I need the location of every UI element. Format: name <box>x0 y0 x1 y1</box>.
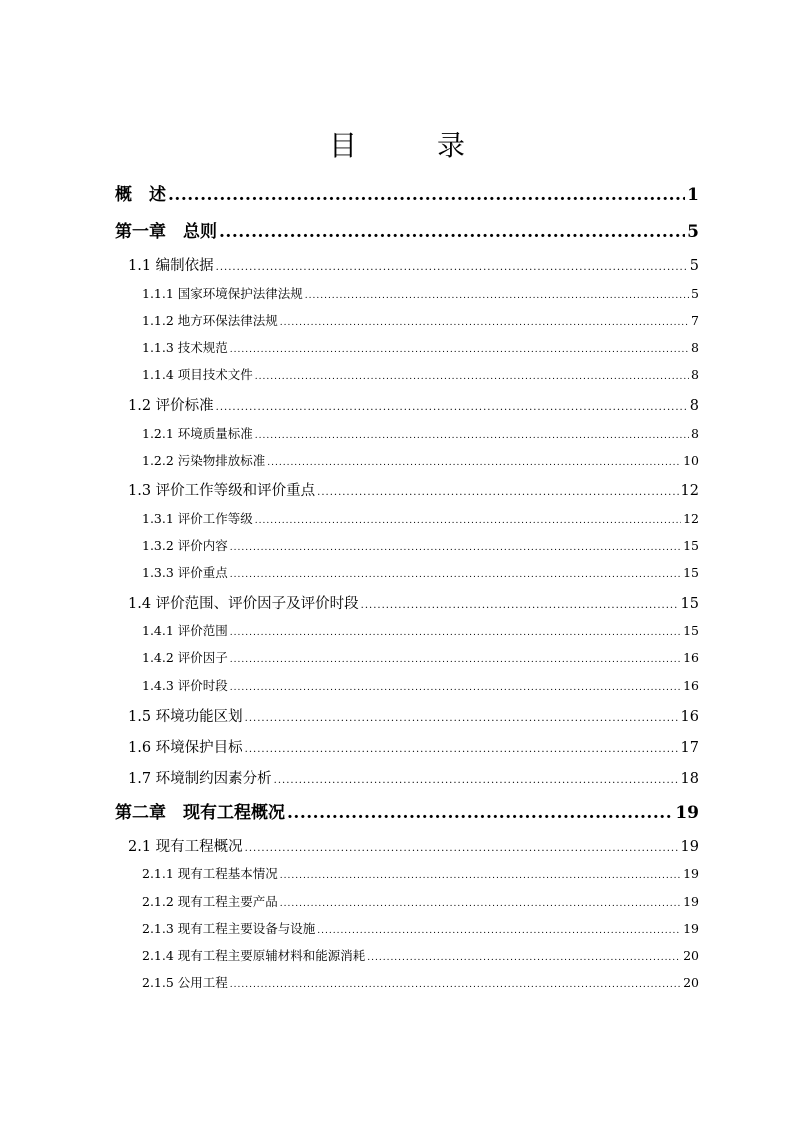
dot-leader <box>367 953 681 963</box>
dot-leader <box>230 570 681 580</box>
toc-entry-label: 1.4.1 评价范围 <box>142 623 228 638</box>
toc-entry[interactable] <box>128 736 699 757</box>
toc-entry-label: 2.1.1 现有工程基本情况 <box>142 866 278 881</box>
toc-entry-label: 1.3.1 评价工作等级 <box>142 511 253 526</box>
toc-entry[interactable] <box>115 798 699 823</box>
toc-entry-page: 20 <box>683 948 699 963</box>
toc-entry[interactable] <box>128 835 699 856</box>
toc-entry-label: 第一章 总则 <box>115 222 217 242</box>
toc-entry[interactable] <box>128 479 699 500</box>
toc-entry[interactable] <box>142 676 699 694</box>
toc-entry-page: 8 <box>691 426 699 441</box>
toc-entry-label: 1.3.2 评价内容 <box>142 538 228 553</box>
toc-entry-label: 1.4.3 评价时段 <box>142 678 228 693</box>
toc-entry-page: 17 <box>680 740 699 756</box>
toc-entry[interactable] <box>142 919 699 937</box>
toc-entry-page: 12 <box>680 483 699 499</box>
toc-entry[interactable] <box>128 767 699 788</box>
dot-leader <box>280 871 681 881</box>
toc-entry[interactable] <box>142 973 699 991</box>
toc-entry-page: 12 <box>683 511 699 526</box>
dot-leader <box>280 899 681 909</box>
toc-entry[interactable] <box>142 621 699 639</box>
toc-entry[interactable] <box>142 284 699 302</box>
toc-entry-label: 第二章 现有工程概况 <box>115 803 285 823</box>
toc-entry-label: 1.6 环境保护目标 <box>128 740 243 756</box>
toc-entry-page: 19 <box>683 866 699 881</box>
toc-entry-label: 1.5 环境功能区划 <box>128 709 243 725</box>
toc-entry-page: 5 <box>691 286 699 301</box>
dot-leader <box>274 775 679 786</box>
toc-entry-page: 8 <box>691 340 699 355</box>
toc-entry[interactable] <box>128 592 699 613</box>
toc-entry[interactable] <box>142 509 699 527</box>
dot-leader <box>317 487 678 498</box>
dot-leader <box>230 543 681 553</box>
dot-leader <box>255 372 689 382</box>
dot-leader <box>216 402 688 413</box>
dot-leader <box>317 926 681 936</box>
dot-leader <box>230 345 689 355</box>
toc-entry-page: 20 <box>683 975 699 990</box>
dot-leader <box>255 516 681 526</box>
toc-entry-page: 5 <box>687 222 699 242</box>
toc-entry[interactable] <box>142 338 699 356</box>
toc-entry-page: 19 <box>683 921 699 936</box>
toc-entry-label: 2.1 现有工程概况 <box>128 839 243 855</box>
toc-entry-label: 1.7 环境制约因素分析 <box>128 771 272 787</box>
toc-entry-label: 1.2 评价标准 <box>128 398 214 414</box>
dot-leader <box>230 655 681 665</box>
toc-entry-page: 19 <box>675 803 699 823</box>
dot-leader <box>267 458 681 468</box>
toc-entry-label: 1.4 评价范围、评价因子及评价时段 <box>128 596 359 612</box>
dot-leader <box>255 431 689 441</box>
dot-leader <box>280 318 689 328</box>
toc-entry-page: 1 <box>687 185 699 205</box>
toc-entry-page: 19 <box>680 839 699 855</box>
toc-entry[interactable] <box>142 311 699 329</box>
toc-entry[interactable] <box>115 180 699 205</box>
dot-leader <box>230 980 681 990</box>
dot-leader <box>287 803 673 823</box>
toc-entry[interactable] <box>142 563 699 581</box>
toc-entry-page: 15 <box>683 565 699 580</box>
toc-entry-label: 1.1.4 项目技术文件 <box>142 367 253 382</box>
toc-entry[interactable] <box>142 424 699 442</box>
dot-leader <box>230 628 681 638</box>
toc-entry-page: 18 <box>680 771 699 787</box>
toc-entry-label: 2.1.5 公用工程 <box>142 975 228 990</box>
toc-entry-label: 2.1.2 现有工程主要产品 <box>142 894 278 909</box>
toc-entry-page: 15 <box>683 623 699 638</box>
toc-entry-label: 1.4.2 评价因子 <box>142 650 228 665</box>
toc-entry-label: 2.1.3 现有工程主要设备与设施 <box>142 921 316 936</box>
toc-entry-page: 16 <box>683 650 699 665</box>
toc-entry-label: 1.2.1 环境质量标准 <box>142 426 253 441</box>
toc-entry-page: 19 <box>683 894 699 909</box>
dot-leader <box>245 843 679 854</box>
toc-entry-label: 1.1.2 地方环保法律法规 <box>142 313 278 328</box>
toc-entry-page: 8 <box>691 367 699 382</box>
toc-entry-page: 15 <box>680 596 699 612</box>
toc-entry-page: 16 <box>683 678 699 693</box>
toc-entry[interactable] <box>142 892 699 910</box>
toc-entry[interactable] <box>128 394 699 415</box>
dot-leader <box>361 600 679 611</box>
toc-entry-label: 1.3 评价工作等级和评价重点 <box>128 483 316 499</box>
toc-entry[interactable] <box>128 705 699 726</box>
toc-entry-page: 10 <box>683 453 699 468</box>
toc-entry-page: 7 <box>691 313 699 328</box>
toc-entry-label: 1.1 编制依据 <box>128 258 214 274</box>
toc-entry-label: 1.2.2 污染物排放标准 <box>142 453 266 468</box>
toc-entry[interactable] <box>142 536 699 554</box>
dot-leader <box>219 222 685 242</box>
toc-entry[interactable] <box>142 864 699 882</box>
toc-entry-label: 1.1.1 国家环境保护法律法规 <box>142 286 303 301</box>
toc-entry-page: 15 <box>683 538 699 553</box>
toc-entry[interactable] <box>142 451 699 469</box>
toc-entry-page: 16 <box>680 709 699 725</box>
toc-entry-label: 1.1.3 技术规范 <box>142 340 228 355</box>
dot-leader <box>230 683 681 693</box>
dot-leader <box>305 291 689 301</box>
dot-leader <box>168 185 685 205</box>
toc-entry-label: 概 述 <box>115 185 166 205</box>
toc-entry[interactable] <box>142 365 699 383</box>
dot-leader <box>216 262 688 273</box>
toc-entry-page: 5 <box>689 258 699 274</box>
dot-leader <box>245 744 679 755</box>
toc-entry[interactable] <box>142 946 699 964</box>
toc-entry[interactable] <box>142 648 699 666</box>
toc-entry-page: 8 <box>689 398 699 414</box>
toc-entry[interactable] <box>115 217 699 242</box>
dot-leader <box>245 713 679 724</box>
toc-entry[interactable] <box>128 254 699 275</box>
page-title: 目 录 <box>328 129 491 162</box>
toc-entry-label: 2.1.4 现有工程主要原辅材料和能源消耗 <box>142 948 366 963</box>
toc-entry-label: 1.3.3 评价重点 <box>142 565 228 580</box>
